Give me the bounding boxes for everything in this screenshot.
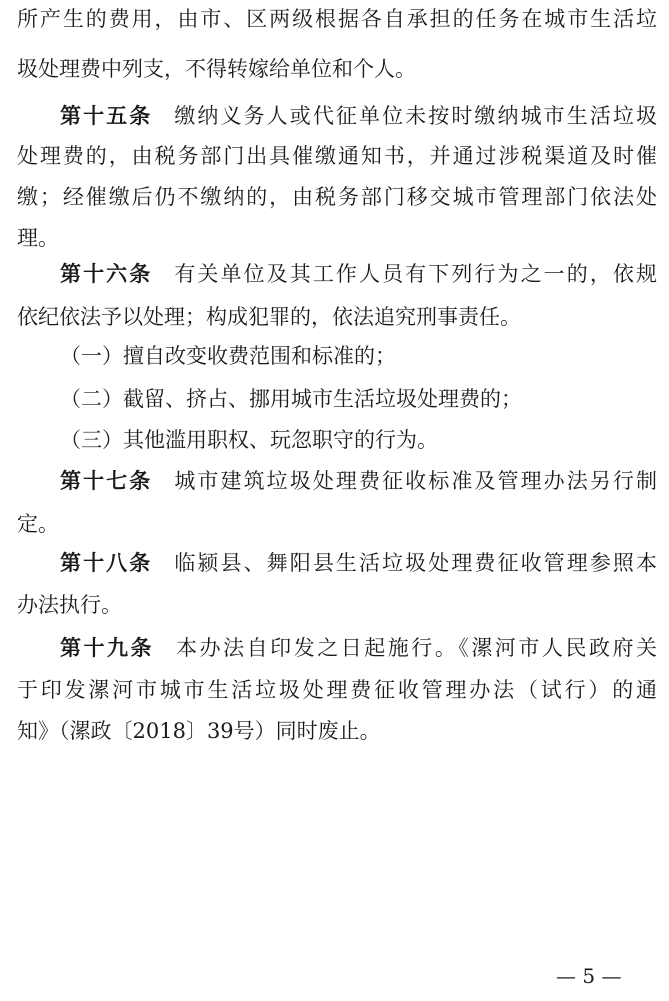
paragraph-text: 定。 <box>17 512 59 536</box>
list-item-text: （一）擅自改变收费范围和标准的； <box>60 344 396 368</box>
article-17-first-line <box>60 466 657 496</box>
paragraph-line <box>17 716 657 746</box>
list-item <box>60 425 657 455</box>
paragraph-line <box>17 141 657 171</box>
paragraph-line <box>17 54 657 84</box>
list-item-text: （三）其他滥用职权、玩忽职守的行为。 <box>60 428 438 452</box>
paragraph-line <box>17 302 657 332</box>
paragraph-text: 依纪依法予以处理；构成犯罪的，依法追究刑事责任。 <box>17 305 521 329</box>
page-number: — 5 — <box>556 964 622 988</box>
article-19-first-line <box>60 633 657 663</box>
article-15-first-line <box>60 101 657 131</box>
article-19-heading: 第十九条 <box>60 636 155 660</box>
paragraph-line <box>17 675 657 705</box>
paragraph-text: 办法执行。 <box>17 593 122 617</box>
article-18-heading: 第十八条 <box>60 551 153 575</box>
paragraph-text: 理。 <box>17 226 59 250</box>
paragraph-text: 处理费的，由税务部门出具催缴通知书，并通过涉税渠道及时催 <box>17 144 657 168</box>
paragraph-line <box>17 223 657 253</box>
paragraph-text: 有关单位及其工作人员有下列行为之一的，依规 <box>174 262 658 286</box>
paragraph-text: 所产生的费用，由市、区两级根据各自承担的任务在城市生活垃 <box>17 7 657 31</box>
paragraph-text: 圾处理费中列支，不得转嫁给单位和个人。 <box>17 57 416 81</box>
paragraph-line <box>17 4 657 34</box>
article-16-first-line <box>60 259 657 289</box>
article-16-heading: 第十六条 <box>60 262 153 286</box>
article-17-heading: 第十七条 <box>60 469 153 493</box>
paragraph-line <box>17 509 657 539</box>
list-item <box>60 341 657 371</box>
list-item <box>60 384 657 414</box>
paragraph-text: 临颍县、舞阳县生活垃圾处理费征收管理参照本 <box>174 551 658 575</box>
list-item-text: （二）截留、挤占、挪用城市生活垃圾处理费的； <box>60 387 522 411</box>
paragraph-text: 于印发漯河市城市生活垃圾处理费征收管理办法（试行）的通 <box>17 678 657 702</box>
article-15-heading: 第十五条 <box>60 104 153 128</box>
article-18-first-line <box>60 548 657 578</box>
paragraph-text: 缴纳义务人或代征单位未按时缴纳城市生活垃圾 <box>174 104 658 128</box>
paragraph-line <box>17 590 657 620</box>
paragraph-text: 本办法自印发之日起施行。《漯河市人民政府关 <box>176 636 658 660</box>
paragraph-text: 城市建筑垃圾处理费征收标准及管理办法另行制 <box>174 469 658 493</box>
paragraph-line <box>17 182 657 212</box>
paragraph-text: 缴；经催缴后仍不缴纳的，由税务部门移交城市管理部门依法处 <box>17 185 657 209</box>
paragraph-text: 知》（漯政〔2018〕39号）同时废止。 <box>17 719 381 743</box>
